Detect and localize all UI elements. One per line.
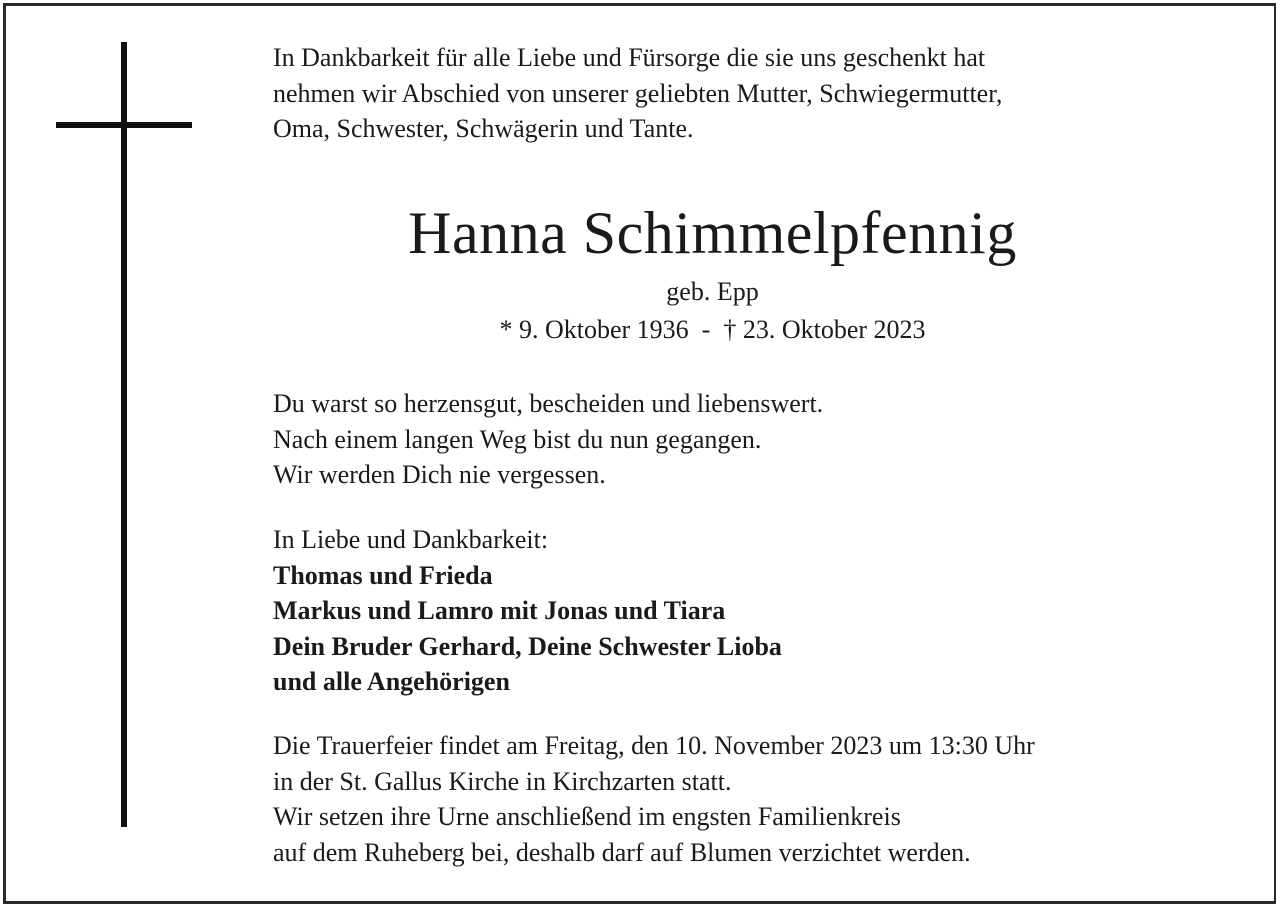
mourner-name: Dein Bruder Gerhard, Deine Schwester Lioba — [273, 631, 782, 661]
mourner-name: Markus und Lamro mit Jonas und Tiara — [273, 596, 726, 625]
ceremony-line: Die Trauerfeier findet am Freitag, den 10. November 2023 um 13:30 Uhr — [273, 731, 1035, 760]
cross-vertical-bar — [121, 42, 127, 827]
life-dates: * 9. Oktober 1936 - † 23. Oktober 2023 — [499, 315, 926, 344]
ceremony-line: Wir setzen ihre Urne anschließend im engsten Familienkreis — [273, 802, 901, 831]
ceremony-line: in der St. Gallus Kirche in Kirchzarten statt. — [273, 766, 732, 796]
maiden-name: geb. Epp — [666, 277, 759, 306]
intro-line: Oma, Schwester, Schwägerin und Tante. — [273, 114, 694, 143]
verse-line: Wir werden Dich nie vergessen. — [273, 460, 606, 489]
deceased-name: Hanna Schimmelpfennig — [408, 200, 1017, 266]
intro-text — [273, 40, 1002, 147]
intro-line: nehmen wir Abschied von unserer geliebten Mutter, Schwiegermutter, — [273, 78, 1003, 108]
intro-line: In Dankbarkeit für alle Liebe und Fürsorge die sie uns geschenkt hat — [273, 43, 986, 72]
ceremony-line: auf dem Ruheberg bei, deshalb darf auf Blumen verzichtet werden. — [273, 837, 971, 867]
ceremony-details — [273, 728, 1035, 870]
memorial-verse — [273, 386, 823, 493]
mourners-list — [273, 522, 782, 700]
mourner-name: und alle Angehörigen — [273, 667, 510, 696]
mourners-heading: In Liebe und Dankbarkeit: — [273, 525, 549, 554]
mourner-name: Thomas und Frieda — [273, 560, 493, 590]
verse-line: Nach einem langen Weg bist du nun gegangen. — [273, 424, 762, 454]
verse-line: Du warst so herzensgut, bescheiden und liebenswert. — [273, 389, 824, 418]
cross-horizontal-bar — [56, 122, 192, 128]
